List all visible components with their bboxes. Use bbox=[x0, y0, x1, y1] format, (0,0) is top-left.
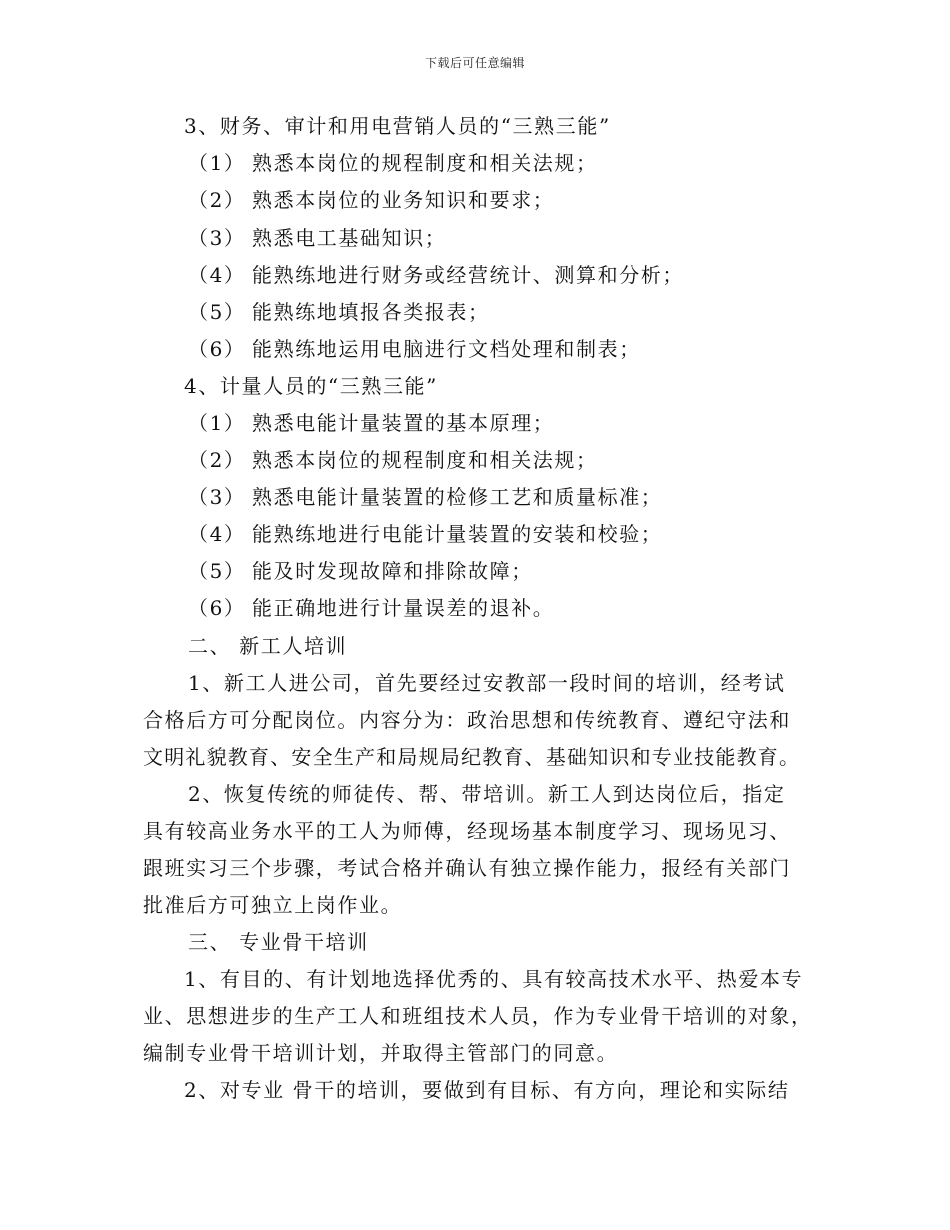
section-4-item bbox=[188, 559, 533, 583]
page-header: 下载后可任意编辑 bbox=[424, 56, 525, 70]
item-number: （5） bbox=[188, 300, 246, 324]
item-text: 熟悉本岗位的规程制度和相关法规； bbox=[252, 448, 598, 472]
item-number: （2） bbox=[188, 448, 246, 472]
part-2-p2-line: 批准后方可独立上岗作业。 bbox=[143, 893, 403, 917]
item-text: 能及时发现故障和排除故障； bbox=[252, 559, 533, 583]
part-2-p1-line: 合格后方可分配岗位。内容分为：政治思想和传统教育、遵纪守法和 bbox=[143, 708, 791, 732]
item-text: 熟悉本岗位的规程制度和相关法规； bbox=[252, 151, 598, 175]
item-text: 能熟练地进行电能计量装置的安装和校验； bbox=[252, 522, 663, 546]
section-3-item bbox=[188, 151, 598, 175]
section-3-item bbox=[188, 263, 684, 287]
item-number: （3） bbox=[188, 485, 246, 509]
section-4-item bbox=[188, 596, 554, 620]
item-text: 熟悉电工基础知识； bbox=[252, 226, 447, 250]
item-number: （1） bbox=[188, 411, 246, 435]
section-3-item bbox=[188, 337, 641, 361]
item-number: （6） bbox=[188, 337, 246, 361]
part-2-p2-line: 具有较高业务水平的工人为师傅，经现场基本制度学习、现场见习、 bbox=[143, 819, 791, 843]
section-4-item bbox=[188, 411, 554, 435]
part-2-p2-line: 2、恢复传统的师徒传、帮、带培训。新工人到达岗位后，指定 bbox=[188, 782, 786, 806]
section-4-item bbox=[188, 485, 662, 509]
section-3-item bbox=[188, 300, 490, 324]
item-number: （1） bbox=[188, 151, 246, 175]
item-text: 熟悉本岗位的业务知识和要求； bbox=[252, 188, 555, 212]
item-text: 熟悉电能计量装置的检修工艺和质量标准； bbox=[252, 485, 663, 509]
part-2-heading: 二、 新工人培训 bbox=[188, 634, 348, 658]
section-3-title: 3、财务、审计和用电营销人员的“三熟三能” bbox=[184, 114, 611, 138]
part-3-p1-line: 业、思想进步的生产工人和班组技术人员，作为专业骨干培训的对象， bbox=[143, 1004, 813, 1028]
item-text: 能熟练地填报各类报表； bbox=[252, 300, 490, 324]
part-2-p2-line: 跟班实习三个步骤，考试合格并确认有独立操作能力，报经有关部门 bbox=[143, 856, 791, 880]
item-text: 能熟练地进行财务或经营统计、测算和分析； bbox=[252, 263, 684, 287]
section-3-item bbox=[188, 226, 446, 250]
item-number: （4） bbox=[188, 263, 246, 287]
part-3-p2-line: 2、对专业 骨干的培训，要做到有目标、有方向，理论和实际结 bbox=[184, 1078, 790, 1102]
part-3-p1-line: 1、有目的、有计划地选择优秀的、具有较高技术水平、热爱本专 bbox=[184, 967, 804, 991]
item-text: 能正确地进行计量误差的退补。 bbox=[252, 596, 555, 620]
part-2-p1-line: 文明礼貌教育、安全生产和局规局纪教育、基础知识和专业技能教育。 bbox=[143, 745, 801, 769]
item-number: （5） bbox=[188, 559, 246, 583]
item-text: 能熟练地运用电脑进行文档处理和制表； bbox=[252, 337, 641, 361]
part-2-p1-line: 1、新工人进公司，首先要经过安教部一段时间的培训，经考试 bbox=[188, 671, 786, 695]
part-3-p1-line: 编制专业骨干培训计划，并取得主管部门的同意。 bbox=[143, 1041, 619, 1065]
item-number: （6） bbox=[188, 596, 246, 620]
section-3-item bbox=[188, 188, 554, 212]
part-3-heading: 三、 专业骨干培训 bbox=[188, 930, 369, 954]
item-number: （4） bbox=[188, 522, 246, 546]
section-4-item bbox=[188, 448, 598, 472]
section-4-item bbox=[188, 522, 662, 546]
item-number: （3） bbox=[188, 226, 246, 250]
item-number: （2） bbox=[188, 188, 246, 212]
item-text: 熟悉电能计量装置的基本原理； bbox=[252, 411, 555, 435]
section-4-title: 4、计量人员的“三熟三能” bbox=[184, 374, 438, 398]
